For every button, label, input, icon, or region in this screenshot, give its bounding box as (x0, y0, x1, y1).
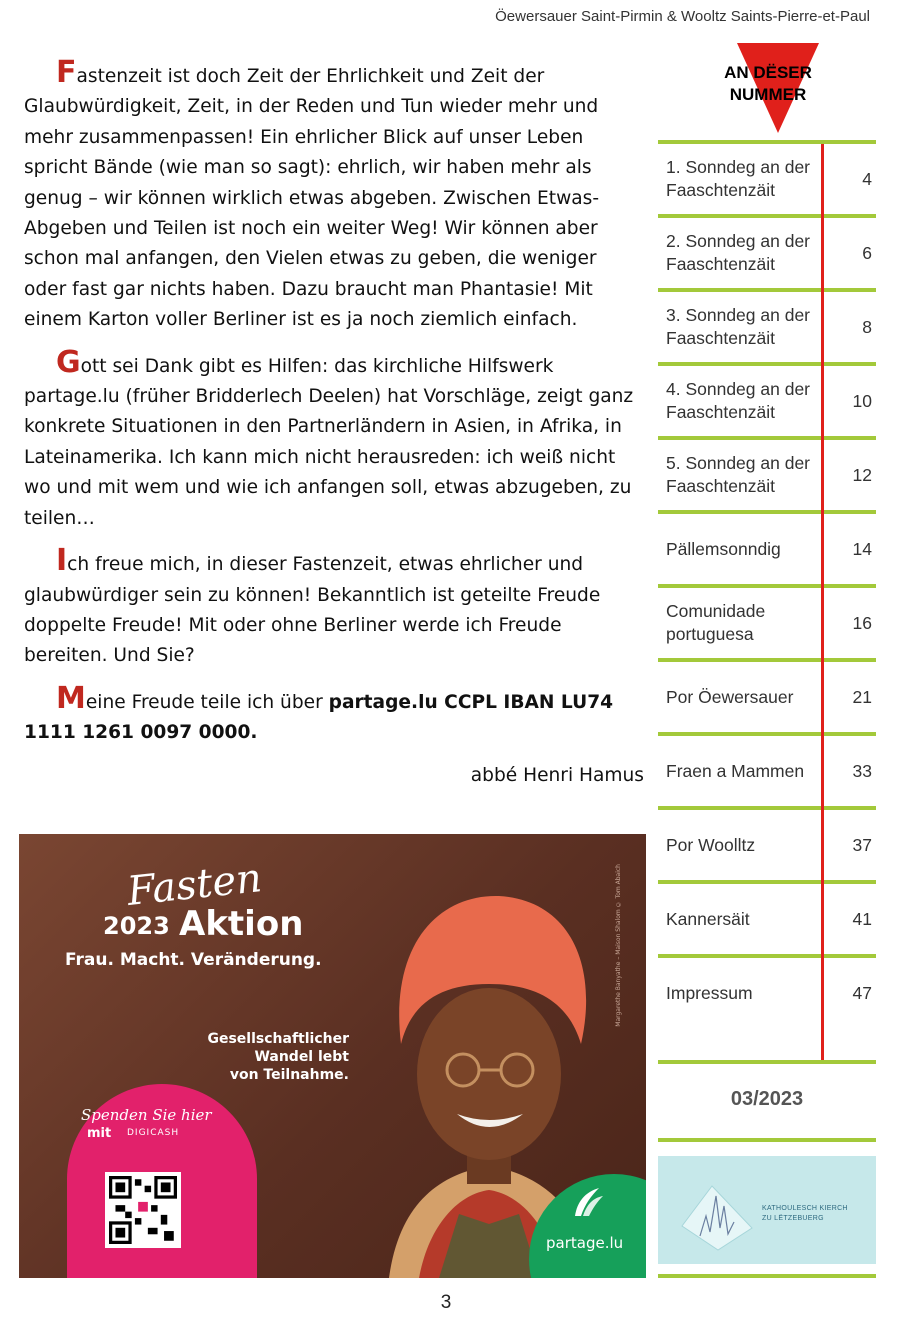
toc-item[interactable] (658, 658, 876, 732)
kierch-logo (658, 1156, 876, 1264)
toc-item-label: Impressum (666, 982, 753, 1003)
toc-item-page: 14 (852, 538, 872, 559)
toc-item-label: 5. Sonndeg an der Faaschtenzäit (666, 453, 811, 496)
toc-item[interactable] (658, 288, 876, 362)
toc-title-line: NUMMER (729, 85, 807, 104)
toc-item-label: Fraen a Mammen (666, 760, 805, 781)
toc-item[interactable] (658, 732, 876, 806)
paragraph-text: astenzeit ist doch Zeit der Ehrlichkeit und Zeit der Glaubwürdigkeit, Zeit, in der Reden und Tun wieder mehr und mehr zusammenpassen! Ein ehrlicher Blick auf unser Leben spricht Bände (wie man so sagt): ehrlich, wir haben mehr als genug – wir können wirklich etwas abgeben. Zwischen Etwas-Abgeben und Teilen ist noch ein weiter Weg! Wir können aber schon mal anfangen, den Vielen etwas zu geben, die weniger oder fast gar nichts haben. Dazu braucht man Phantasie! Mit einem Karton voller Berliner ist es ja noch ziemlich einfach. (24, 66, 600, 331)
poster-slogan (169, 1030, 349, 1084)
paragraph-1 (24, 55, 644, 336)
toc-divider (821, 144, 824, 1060)
digicash-label: DIGICASH (127, 1128, 180, 1138)
drop-cap: G (56, 344, 81, 380)
toc-item[interactable] (658, 584, 876, 658)
cathedral-logo-icon (672, 1166, 762, 1256)
qr-code[interactable] (105, 1172, 181, 1248)
toc-item-page: 4 (862, 168, 872, 189)
signature: abbé Henri Hamus (470, 764, 644, 786)
paragraph-text: ott sei Dank gibt es Hilfen: das kirchliche Hilfswerk partage.lu (früher Bridderlech Deelen) hat Vorschläge, zeigt ganz konkrete Situationen in den Partnerländern in Asien, in Afrika, in Lateinamerika. Ich kann mich nicht herausreden: ich weiß nicht wo und mit wem und wie ich anfangen soll, etwas abzugeben, zu teilen… (24, 355, 634, 529)
toc-item[interactable] (658, 510, 876, 584)
toc-item-label: 2. Sonndeg an der Faaschtenzäit (666, 231, 811, 274)
partage-leaf-icon (567, 1182, 607, 1222)
toc-title (700, 62, 836, 106)
toc-item-label: Por Woolltz (666, 834, 756, 855)
poster-year: 2023 (103, 912, 170, 940)
toc-item[interactable] (658, 954, 876, 1028)
toc-item-label: Por Öewersauer (666, 686, 794, 707)
logo-text-line: KATHOULESCH KIERCH (762, 1205, 848, 1212)
logo-text-line: ZU LËTZEBUERG (762, 1215, 824, 1222)
poster-title: Aktion (179, 904, 304, 944)
page-number: 3 (440, 1292, 452, 1313)
toc-item-label: Pällemsonndig (666, 538, 781, 559)
poster-slogan-line: Wandel lebt (254, 1049, 349, 1065)
drop-cap: M (56, 680, 86, 716)
poster-script-title: Fasten (124, 855, 264, 915)
toc-item-page: 47 (852, 982, 872, 1003)
logo-text (762, 1204, 848, 1224)
toc-item-page: 16 (852, 612, 872, 633)
toc-item-label: 1. Sonndeg an der Faaschtenzäit (666, 157, 811, 200)
donate-script: Spenden Sie hier (81, 1106, 212, 1124)
partage-brand: partage.lu (546, 1234, 624, 1252)
logo-rule (658, 1274, 876, 1278)
toc-item[interactable] (658, 214, 876, 288)
toc-title-line: AN DËSER (724, 63, 812, 82)
toc-item[interactable] (658, 362, 876, 436)
toc-item[interactable] (658, 806, 876, 880)
paragraph-text: eine Freude teile ich über (85, 691, 329, 713)
paragraph-2 (24, 344, 644, 534)
article (24, 55, 644, 803)
page-header: Öewersauer Saint-Pirmin & Wooltz Saints-Pierre-et-Paul (495, 8, 870, 25)
drop-cap: I (56, 543, 68, 579)
toc-item-page: 37 (852, 834, 872, 855)
toc-item-label: Kannersäit (666, 908, 750, 929)
fastenaktion-poster (19, 834, 646, 1278)
toc-item-page: 41 (852, 908, 872, 929)
donate-mit: mit (87, 1126, 112, 1141)
toc-item[interactable] (658, 880, 876, 954)
toc-item-page: 10 (852, 390, 872, 411)
toc-item-label: 3. Sonndeg an der Faaschtenzäit (666, 305, 811, 348)
issue-number: 03/2023 (730, 1088, 804, 1110)
paragraph-4 (24, 680, 644, 749)
toc-item-page: 8 (862, 316, 872, 337)
poster-subtitle: Frau. Macht. Veränderung. (65, 950, 322, 970)
iban-text: partage.lu CCPL IBAN LU74 1111 1261 0097 0000. (24, 691, 614, 744)
poster-slogan-line: Gesellschaftlicher (207, 1031, 349, 1047)
toc-item-label: 4. Sonndeg an der Faaschtenzäit (666, 379, 811, 422)
toc-item-page: 12 (852, 464, 872, 485)
paragraph-text: ch freue mich, in dieser Fastenzeit, etwas ehrlicher und glaubwürdiger sein zu können! Bekanntlich ist geteilte Freude doppelte Freude! Mit oder ohne Berliner werde ich Freude bereiten. Und Sie? (24, 554, 601, 667)
drop-cap: F (56, 55, 77, 90)
table-of-contents (658, 140, 876, 1028)
toc-item[interactable] (658, 436, 876, 510)
toc-item-page: 21 (852, 686, 872, 707)
paragraph-3 (24, 543, 644, 672)
toc-item-page: 33 (852, 760, 872, 781)
toc-item[interactable] (658, 140, 876, 214)
toc-bottom-rule (658, 1060, 876, 1064)
toc-item-page: 6 (862, 242, 872, 263)
photo-credit: Margarethe Banyathe – Maison Shalom © Tom Abaich (615, 864, 622, 1027)
poster-slogan-line: von Teilnahme. (229, 1067, 349, 1083)
toc-item-label: Comunidade portuguesa (666, 601, 766, 644)
issue-rule (658, 1138, 876, 1142)
